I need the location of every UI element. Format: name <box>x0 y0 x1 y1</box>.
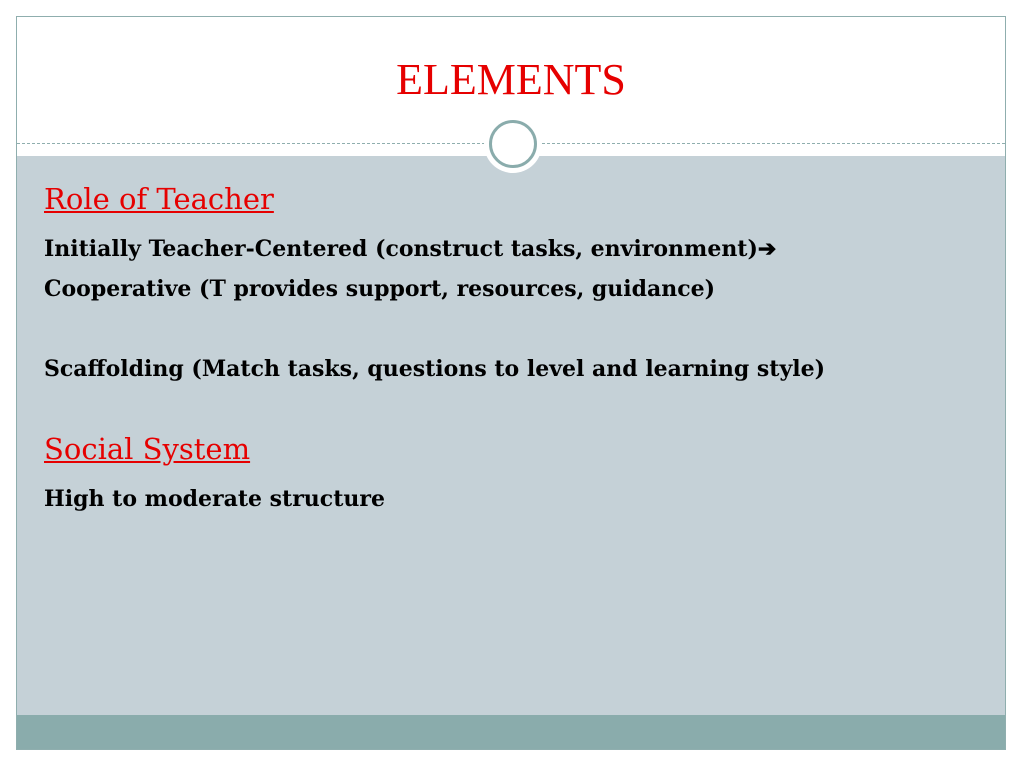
spacer <box>44 309 984 349</box>
slide-title: ELEMENTS <box>396 55 626 104</box>
slide <box>16 16 1006 750</box>
spacer <box>44 219 984 229</box>
circle-ring <box>489 120 537 168</box>
body-line-teacher-centered <box>44 229 984 269</box>
spacer <box>44 469 984 479</box>
body-line-cooperative: Cooperative (T provides support, resources, guidance) <box>44 276 716 302</box>
heading-role-of-teacher: Role of Teacher <box>44 182 274 216</box>
footer-bar <box>17 715 1005 749</box>
slide-body <box>44 179 984 519</box>
heading-social-system: Social System <box>44 432 251 466</box>
spacer <box>44 389 984 429</box>
arrow-right-icon: ➔ <box>757 236 777 262</box>
body-line-structure: High to moderate structure <box>44 486 385 512</box>
circle-ornament-icon <box>484 115 542 173</box>
body-line-text: Initially Teacher-Centered (construct tasks, environment) <box>44 236 758 262</box>
body-line-scaffolding: Scaffolding (Match tasks, questions to level and learning style) <box>44 356 825 382</box>
